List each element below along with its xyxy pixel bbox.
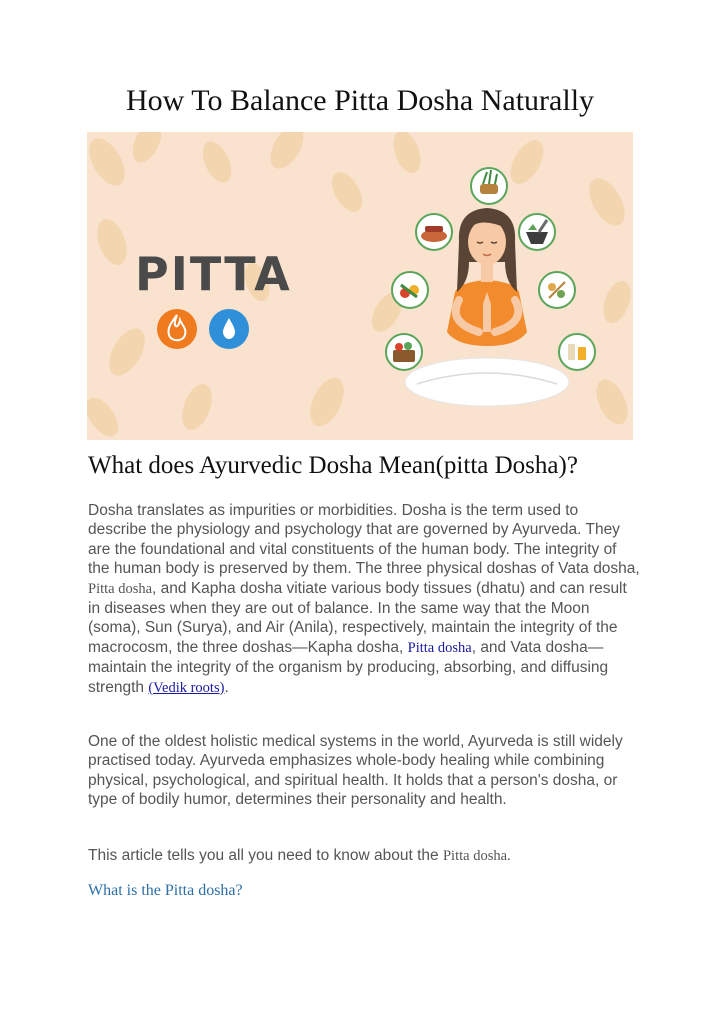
herbs-bowl-icon (471, 168, 507, 204)
pitta-dosha-term: Pitta dosha (88, 580, 153, 597)
page-title: How To Balance Pitta Dosha Naturally (125, 84, 595, 117)
spices-icon (539, 272, 575, 308)
section-heading: What does Ayurvedic Dosha Mean(pitta Dosha)? (88, 452, 578, 479)
vedik-roots-link[interactable]: (Vedik roots) (148, 679, 225, 696)
paragraph-dosha-meaning (88, 501, 640, 698)
paragraph-ayurveda: One of the oldest holistic medical systems in the world, Ayurveda is still widely practised today. Ayurveda emphasizes whole-body healing while combining physical, psychological, and spiritual health. It holds that a person's dosha, or type of bodily humor, determines their personality and health. (88, 733, 623, 809)
mortar-icon (519, 214, 555, 250)
drinks-icon (559, 334, 595, 370)
paragraph-text: . (507, 848, 511, 864)
subheading-what-is-pitta: What is the Pitta dosha? (88, 882, 243, 899)
hero-image (87, 132, 633, 440)
paragraph-text: , and Kapha dosha vitiate various body tissues (dhatu) and can result in diseases when they are out of balance. In the same way that the Moon (soma), Sun (Surya), and Air (Anila), respectively, maintain the integrity of the macrocosm, the three doshas—Kapha dosha, (88, 579, 627, 656)
food-basket-icon (386, 334, 422, 370)
paragraph-text: . (224, 678, 229, 696)
paragraph-article-intro (88, 846, 640, 866)
paragraph-text: This article tells you all you need to know about the (88, 847, 443, 864)
pitta-dosha-term: Pitta dosha (407, 639, 472, 656)
pitta-dosha-term: Pitta dosha (442, 848, 508, 864)
paragraph-text: , and Vata dosha—maintain the integrity of the organism by producing, absorbing, and diffusing strength (88, 638, 609, 696)
water-drop-icon (209, 309, 249, 349)
pitta-word: PITTA (135, 247, 292, 301)
fire-icon (157, 309, 197, 349)
meat-plate-icon (416, 214, 452, 250)
paragraph-text: Dosha translates as impurities or morbidities. Dosha is the term used to describe the physiology and psychology that are governed by Ayurveda. They are the foundational and vital constituents of the human body. The integrity of the human body is preserved by them. The three physical doshas of Vata dosha, (88, 502, 640, 578)
vegetables-icon (392, 272, 428, 308)
